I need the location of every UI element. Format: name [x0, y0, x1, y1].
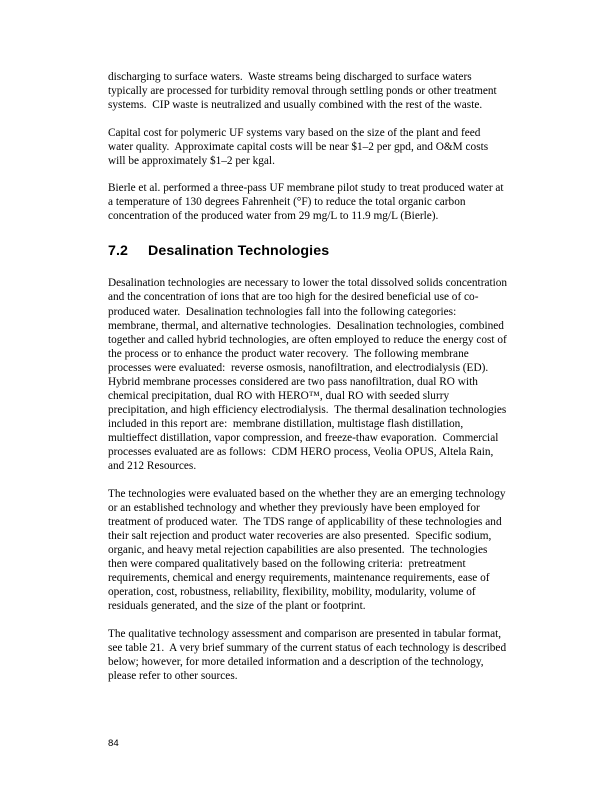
paragraph-desalination-overview: Desalination technologies are necessary to lower the total dissolved solids concentration and the concentration of ions that are too high for the desired beneficial use of co-produced water. Desalination technologies fall into the following categories: membrane, thermal, and alternative technologies. Desalination technologies, combined together and called hybrid technologies, are often employed to reduce the energy cost of the process or to enhance the product water recovery. The following membrane processes were evaluated: reverse osmosis, nanofiltration, and electrodialysis (ED). Hybrid membrane processes considered are two pass nanofiltration, dual RO with chemical precipitation, dual RO with HERO™, dual RO with seeded slurry precipitation, and high efficiency electrodialysis. The thermal desalination technologies included in this report are: membrane distillation, multistage flash distillation, multieffect distillation, vapor compression, and freeze-thaw evaporation. Commercial processes evaluated are as follows: CDM HERO process, Veolia OPUS, Altela Rain, and 212 Resources. [108, 277, 510, 473]
paragraph-evaluation-criteria: The technologies were evaluated based on the whether they are an emerging technology or an established technology and whether they previously have been employed for treatment of produced water. The TDS range of applicability of these technologies and their salt rejection and product water recoveries are also presented. Specific sodium, organic, and heavy metal rejection capabilities are also presented. The technologies then were compared qualitatively based on the following criteria: pretreatment requirements, chemical and energy requirements, maintenance requirements, ease of operation, cost, robustness, reliability, flexibility, mobility, modularity, volume of residuals generated, and the size of the plant or footprint. [108, 487, 509, 612]
page-number: 84 [108, 738, 119, 749]
section-heading-7-2 [108, 243, 508, 260]
section-title: Desalination Technologies [148, 243, 330, 260]
paragraph-bierle-pilot-study: Bierle et al. performed a three-pass UF membrane pilot study to treat produced water at a temperature of 130 degrees Fahrenheit (°F) to reduce the total organic carbon concentration of the produced water from 29 mg/L to 11.9 mg/L (Bierle). [108, 182, 507, 223]
paragraph-capital-cost: Capital cost for polymeric UF systems vary based on the size of the plant and feed water quality. Approximate capital costs will be near $1–2 per gpd, and O&M costs will be approximately $1–2 per kgal. [108, 126, 491, 167]
paragraph-qualitative-assessment: The qualitative technology assessment and comparison are presented in tabular format, see table 21. A very brief summary of the current status of each technology is described below; however, for more detailed information and a description of the technology, please refer to other sources. [108, 627, 509, 682]
paragraph-discharging-surface-waters: discharging to surface waters. Waste streams being discharged to surface waters typically are processed for turbidity removal through settling ponds or other treatment systems. CIP waste is neutralized and usually combined with the rest of the waste. [108, 71, 500, 112]
page-content [108, 70, 508, 683]
section-number: 7.2 [108, 243, 129, 260]
